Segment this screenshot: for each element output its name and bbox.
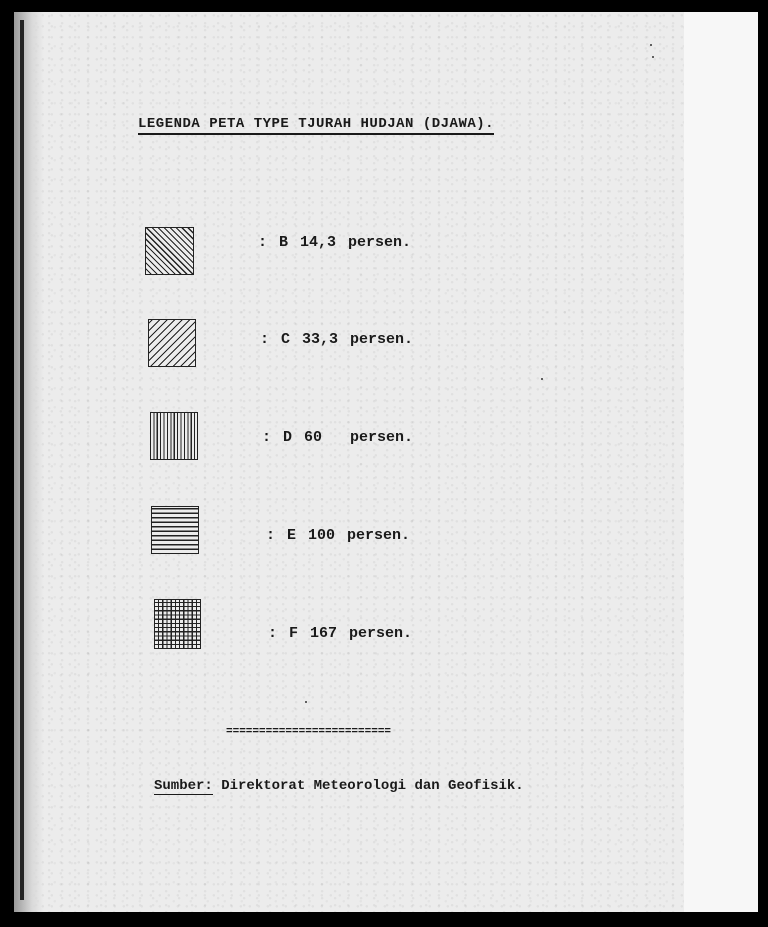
section-divider: ========================= (226, 726, 392, 738)
document-title: LEGENDA PETA TYPE TJURAH HUDJAN (DJAWA). (138, 116, 494, 135)
legend-type: F (289, 625, 299, 642)
legend-entry-b (258, 234, 411, 251)
legend-value: 60 (304, 429, 323, 446)
speck (650, 44, 652, 46)
legend-unit: persen. (347, 527, 411, 544)
legend-separator: : (258, 234, 268, 251)
legend-separator: : (262, 429, 272, 446)
legend-swatch-grid (154, 599, 201, 649)
speck (305, 701, 307, 703)
source-line (154, 778, 524, 794)
legend-swatch-diagonal-right (145, 227, 194, 275)
legend-unit: persen. (349, 625, 413, 642)
speck (652, 56, 654, 58)
legend-separator: : (266, 527, 276, 544)
legend-entry-d (262, 429, 413, 446)
legend-value: 100 (308, 527, 336, 544)
legend-value: 33,3 (302, 331, 339, 348)
legend-swatch-diagonal-left (148, 319, 196, 367)
legend-unit: persen. (350, 331, 414, 348)
legend-entry-c (260, 331, 413, 348)
legend-unit: persen. (348, 234, 412, 251)
page-margin-blank (684, 12, 758, 912)
legend-type: E (287, 527, 297, 544)
source-text: Direktorat Meteorologi dan Geofisik. (221, 778, 524, 794)
legend-value: 14,3 (300, 234, 337, 251)
legend-type: C (281, 331, 291, 348)
binding-strip (20, 20, 24, 900)
legend-swatch-horizontal-lines (151, 506, 199, 554)
source-label: Sumber: (154, 778, 213, 794)
legend-unit: persen. (350, 429, 414, 446)
legend-type: B (279, 234, 289, 251)
legend-separator: : (260, 331, 270, 348)
legend-value: 167 (310, 625, 338, 642)
document-page (14, 12, 698, 912)
page-edge-shadow (14, 12, 44, 912)
legend-entry-f (268, 625, 412, 642)
legend-entry-e (266, 527, 410, 544)
legend-type: D (283, 429, 293, 446)
legend-swatch-vertical-lines (150, 412, 198, 460)
speck (541, 378, 543, 380)
legend-separator: : (268, 625, 278, 642)
